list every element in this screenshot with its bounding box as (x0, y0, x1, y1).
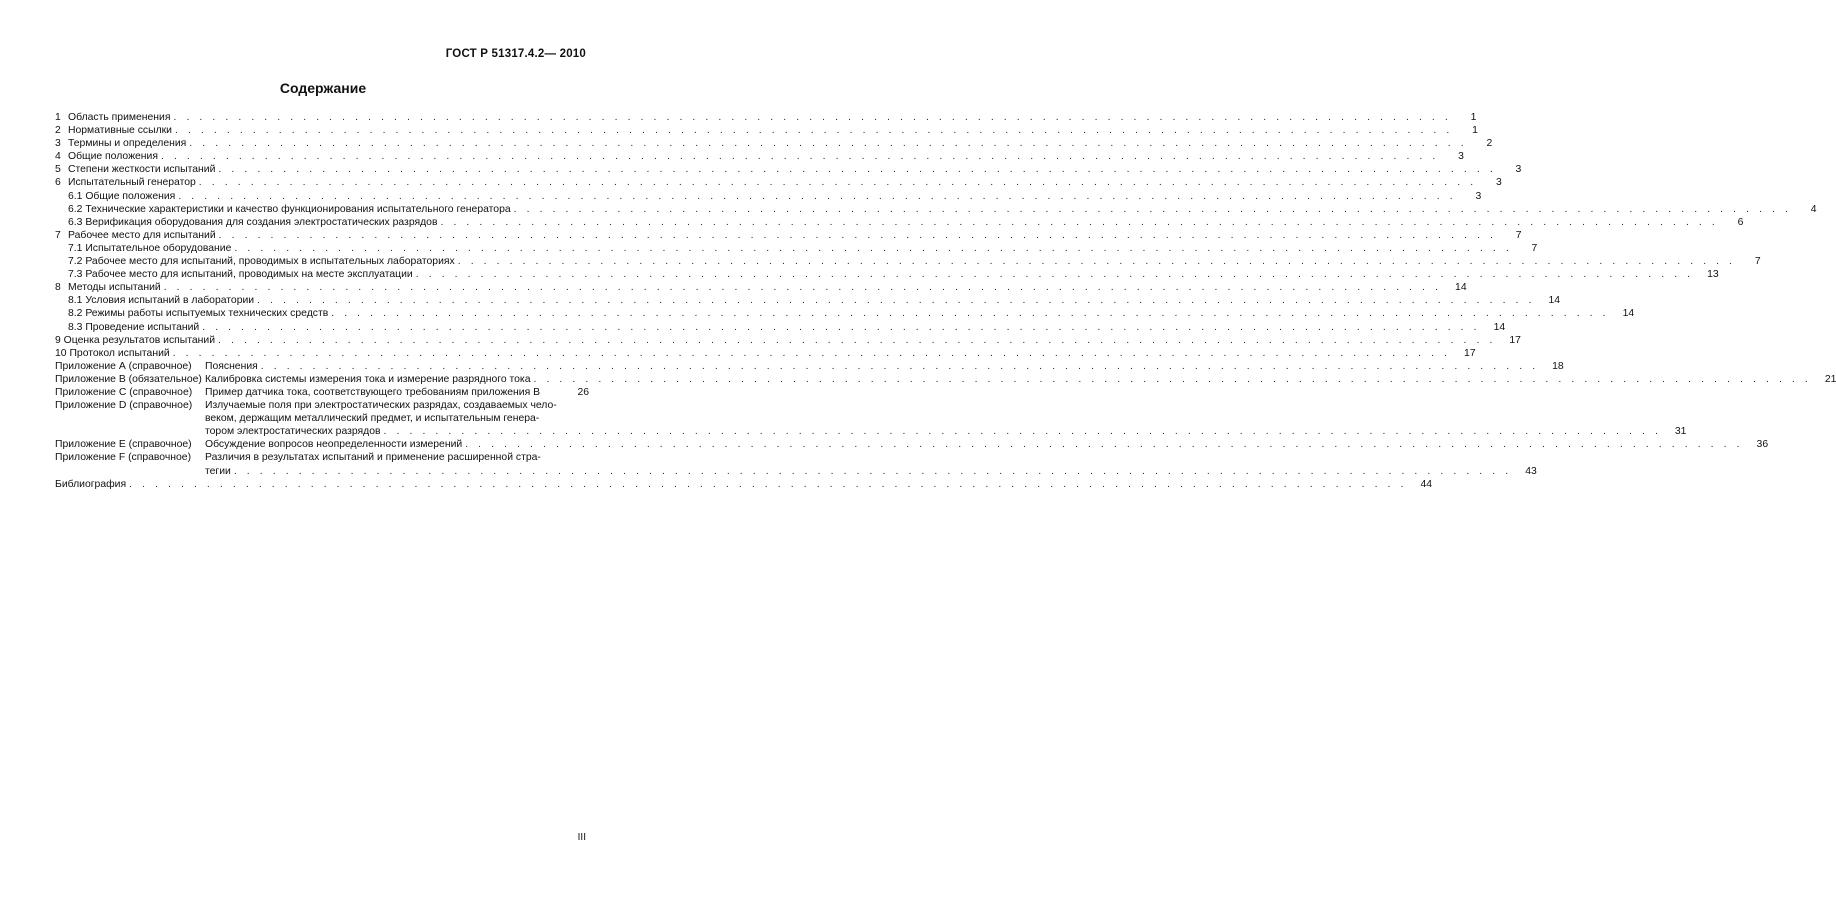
toc-label: Библиография (55, 478, 127, 490)
toc-page: 17 (1464, 347, 1476, 359)
toc-page: 31 (1674, 426, 1687, 438)
appendix-name: Приложение F (справочное) (55, 452, 192, 464)
toc-row[interactable] (55, 216, 1744, 229)
toc-row[interactable] (55, 203, 1817, 216)
toc-row[interactable] (55, 268, 1719, 281)
leader-dots (173, 111, 1451, 124)
toc-row[interactable] (55, 307, 1635, 320)
toc-number: 2 (55, 125, 61, 137)
toc-appendix-c[interactable] (55, 386, 589, 399)
leader-dots (257, 294, 1535, 307)
toc-row[interactable] (55, 163, 1522, 176)
toc-page: 3 (1515, 164, 1522, 176)
toc-number: 8 (55, 282, 61, 294)
toc-label: Испытательный генератор (68, 177, 196, 189)
toc-label: 10 Протокол испытаний (55, 347, 170, 359)
toc-page: 44 (1420, 478, 1433, 490)
toc-label: Термины и определения (68, 138, 187, 150)
toc-label: Область применения (68, 112, 171, 123)
toc-row[interactable] (55, 229, 1522, 242)
appendix-title: Обсуждение вопросов неопределенности измерений (205, 439, 463, 451)
leader-dots (175, 124, 1453, 137)
appendix-title: Пример датчика тока, соответствующего требованиям приложения В (205, 386, 541, 398)
toc-label: 7.2 Рабочее место для испытаний, проводимых в испытательных лабораториях (68, 256, 455, 268)
leader-dots (218, 163, 1496, 176)
leader-dots (202, 321, 1480, 334)
toc-page: 7 (1754, 256, 1761, 268)
toc-label: 6.1 Общие положения (68, 190, 176, 202)
toc-page: 17 (1509, 334, 1521, 346)
toc-page: 14 (1622, 308, 1635, 320)
appendix-title-line: веком, держащим металлический предмет, и испытательным генера- (205, 413, 540, 425)
leader-dots (218, 334, 1496, 347)
toc-row[interactable] (55, 294, 1561, 307)
toc-page: 14 (1455, 282, 1467, 294)
leader-dots (173, 347, 1451, 360)
toc-appendix-e[interactable] (55, 438, 1769, 451)
leader-dots (219, 229, 1497, 242)
toc-row[interactable] (55, 242, 1538, 255)
toc-label: 8.1 Условия испытаний в лаборатории (68, 295, 255, 307)
standard-code: ГОСТ Р 51317.4.2— 2010 (445, 48, 586, 60)
toc-row[interactable] (55, 124, 1478, 137)
leader-dots (189, 137, 1467, 150)
toc-page: 7 (1531, 242, 1538, 254)
toc-number: 5 (55, 164, 61, 176)
toc-page: 21 (1824, 373, 1836, 385)
leader-dots (161, 150, 1439, 163)
toc-number: 6 (55, 177, 61, 189)
leader-dots (129, 478, 1407, 491)
leader-dots (458, 255, 1736, 268)
toc-page: 3 (1495, 177, 1502, 189)
leader-dots (514, 203, 1792, 216)
toc-row[interactable] (55, 137, 1493, 150)
leader-dots (164, 281, 1442, 294)
leader-dots (384, 425, 1662, 438)
toc-number: 1 (55, 112, 61, 123)
appendix-title-line: тегии (205, 465, 231, 477)
toc-label: 8.2 Режимы работы испытуемых технических средств (68, 308, 329, 320)
toc-appendix-d[interactable] (55, 399, 1687, 438)
leader-dots (199, 176, 1477, 189)
table-of-contents (55, 111, 1836, 491)
toc-row[interactable] (55, 190, 1482, 203)
appendix-title-line: Различия в результатах испытаний и применение расширенной стра- (205, 452, 541, 464)
toc-appendix-b[interactable] (55, 373, 1836, 386)
page-number: III (577, 832, 586, 843)
toc-page: 3 (1475, 190, 1482, 202)
toc-row[interactable] (55, 176, 1502, 189)
toc-row[interactable] (55, 334, 1521, 347)
toc-page: 14 (1493, 321, 1506, 333)
leader-dots (440, 216, 1718, 229)
appendix-name: Приложение D (справочное) (55, 400, 193, 412)
toc-label: 6.2 Технические характеристики и качество функционирования испытательного генератора (68, 203, 511, 215)
toc-label: 9 Оценка результатов испытаний (55, 334, 216, 346)
toc-row[interactable] (55, 150, 1464, 163)
toc-number: 3 (55, 138, 61, 150)
appendix-title: Пояснения (205, 360, 258, 372)
leader-dots (416, 268, 1694, 281)
leader-dots (465, 438, 1743, 451)
toc-label: 7.3 Рабочее место для испытаний, проводимых на месте эксплуатации (68, 269, 413, 281)
toc-label: Нормативные ссылки (68, 125, 172, 137)
toc-appendix-a[interactable] (55, 360, 1564, 373)
toc-row[interactable] (55, 111, 1477, 124)
toc-label: 6.3 Верификация оборудования для создания электростатических разрядов (68, 216, 438, 228)
leader-dots (234, 242, 1512, 255)
toc-page: 1 (1470, 112, 1477, 123)
toc-page: 36 (1756, 439, 1769, 451)
toc-row[interactable] (55, 347, 1476, 360)
toc-page: 3 (1458, 151, 1464, 163)
toc-page: 7 (1515, 229, 1522, 241)
toc-row[interactable] (55, 321, 1506, 334)
toc-appendix-f[interactable] (55, 451, 1537, 477)
toc-page: 13 (1707, 269, 1719, 281)
toc-page: 18 (1552, 360, 1564, 372)
leader-dots (533, 373, 1811, 386)
appendix-name: Приложение А (справочное) (55, 360, 192, 372)
appendix-title-line: тором электростатических разрядов (205, 426, 381, 438)
toc-row[interactable] (55, 255, 1761, 268)
toc-label: 7.1 Испытательное оборудование (68, 242, 232, 254)
toc-label: Рабочее место для испытаний (68, 229, 216, 241)
toc-label: Степени жесткости испытаний (68, 164, 216, 176)
toc-page: 26 (577, 386, 589, 398)
toc-page: 2 (1486, 138, 1493, 150)
leader-dots (234, 465, 1512, 478)
appendix-name: Приложение В (обязательное) (55, 373, 202, 385)
toc-page: 4 (1810, 203, 1817, 215)
toc-page: 6 (1737, 216, 1744, 228)
toc-label: Методы испытаний (68, 282, 161, 294)
toc-page: 1 (1472, 125, 1478, 137)
appendix-name: Приложение С (справочное) (55, 386, 193, 398)
leader-dots (331, 307, 1609, 320)
toc-label: 8.3 Проведение испытаний (68, 321, 200, 333)
toc-row[interactable] (55, 281, 1467, 294)
leader-dots (178, 190, 1456, 203)
toc-number: 7 (55, 229, 61, 241)
appendix-title-line: Излучаемые поля при электростатических разрядах, создаваемых чело- (205, 400, 557, 412)
toc-number: 4 (55, 151, 61, 163)
toc-page: 14 (1548, 295, 1561, 307)
toc-page: 43 (1525, 465, 1537, 477)
appendix-name: Приложение Е (справочное) (55, 439, 192, 451)
toc-label: Общие положения (68, 151, 158, 163)
toc-title: Содержание (279, 80, 367, 96)
toc-row-bibliography[interactable] (55, 478, 1433, 491)
appendix-title: Калибровка системы измерения тока и измерение разрядного тока (205, 373, 531, 385)
leader-dots (261, 360, 1539, 373)
